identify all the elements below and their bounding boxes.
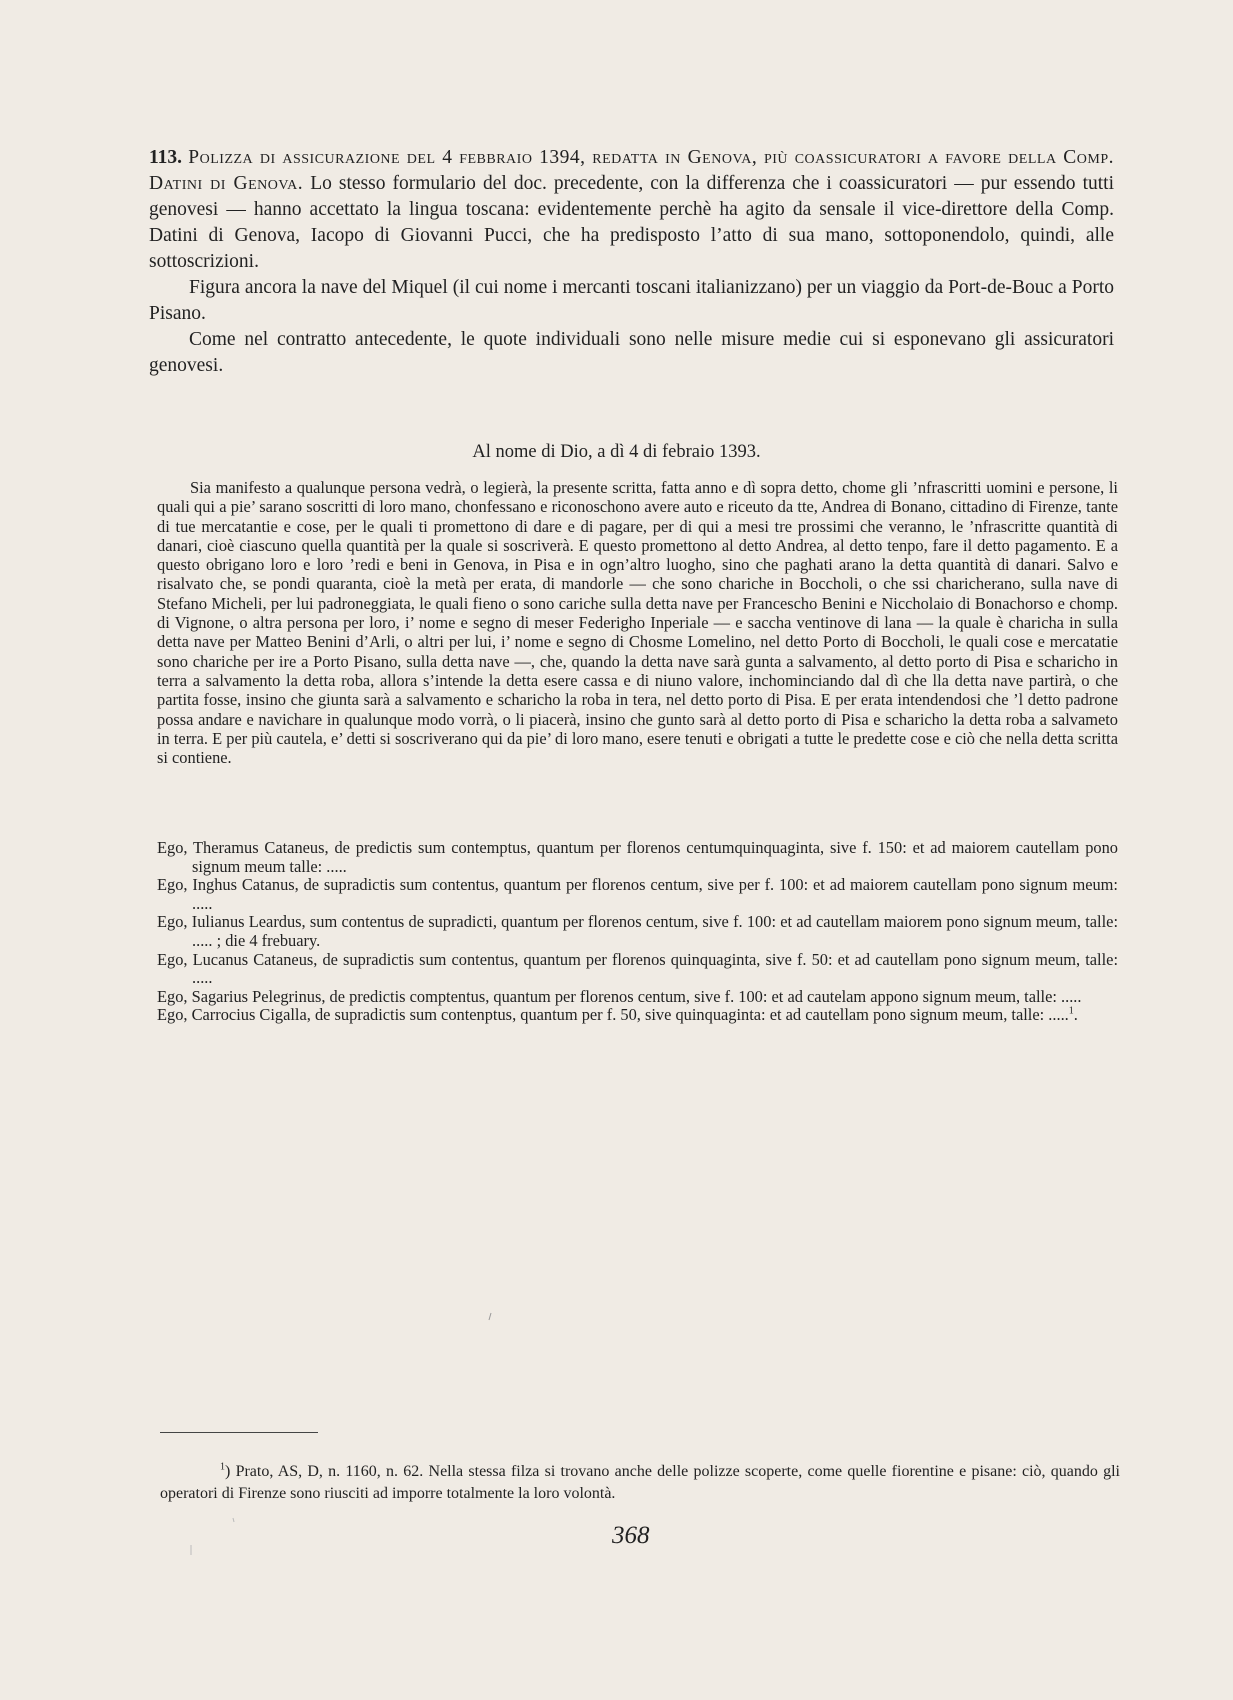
intro-paragraph-1: [149, 145, 1114, 275]
footnote-text: [160, 1461, 1120, 1505]
footnote-rule: [160, 1432, 318, 1433]
document-number: 113.: [149, 147, 183, 168]
scan-speck: [233, 1518, 234, 1522]
intro-text-1: Lo stesso formulario del doc. precedente, con la differenza che i coassicuratori — pur essendo tutti genovesi — hanno accettato la lingua toscana: evidentemente perchè ha agito da sensale il vice-direttore della Comp. Datini di Genova, Iacopo di Giovanni Pucci, che ha predisposto l’atto di sua mano, sottoponendolo, quindi, alle sottoscrizioni.: [149, 173, 1114, 272]
footnote: [160, 1461, 1120, 1505]
intro-paragraph-3: Come nel contratto antecedente, le quote individuali sono nelle misure medie cui si esponevano gli assicuratori genovesi.: [149, 329, 1114, 376]
signature-line: Ego, Theramus Cataneus, de predictis sum contemptus, quantum per florenos centumquinquaginta, sive f. 150: et ad maiorem cautellam pono signum meum talle: .....: [157, 838, 1118, 876]
signature-line: Ego, Sagarius Pelegrinus, de predictis comptentus, quantum per florenos centum, sive f. 100: et ad cautelam appono signum meum, talle: .....: [157, 986, 1082, 1006]
policy-body-paragraph: Sia manifesto a qualunque persona vedrà, o legierà, la presente scritta, fatta anno e dì sopra detto, chome gli ’nfrascritti uomini e persone, li quali qui a pie’ sarano soscritti di loro mano, chonfessano e riconoschono avere auto e riceuto da tte, Andrea di Bonano, cittadino di Firenze, tante di tue mercatantie e cose, per le quali ti promettono di dare e di pagare, per di qui a mesi tre prossimi che veranno, le ’nfrascritte quantità di danari, cioè ciascuno quella quantità per la quale si soscriverà. E questo promettono al detto Andrea, al detto tenpo, fare il detto pagamento. E a questo obrigano loro e loro ’redi e beni in Genova, in Pisa e in ogn’altro luogho, sino che paghati arano la detta quantità di danari. Salvo e risalvato che, se pondi quaranta, cioè la metà per erata, di mandorle — che sono chariche in Boccholi, o che ssi charicherano, sulla nave di Stefano Micheli, per lui padroneggiata, le quali fieno o sono cariche sulla detta nave per Francescho Benini e Niccholaio di Bonachorso e chomp. di Vignone, o altra persona per loro, i’ nome e segno di meser Federigho Inperiale — e saccha ventinove di lana — la quale è charicha in sulla detta nave per Matteo Benini d’Arli, o altri per lui, i’ nome e segno di Chosme Lomelino, nel detto Porto di Boccholi, le quali cose e mercatatie sono chariche per ire a Porto Pisano, sulla detta nave —, che, quando la detta nave sarà gunta a salvamento, al detto porto di Pisa e scharicho in terra a salvamento la detta roba, allora s’intende la detta esere cassa e di niuno valore, inchominciando dal dì che lla detta nave partirà, o che partita fosse, insino che giunta sarà a salvamento e scharicho la roba in tera, nel detto porto di Pisa. E per erata intendendosi che ’l detto padrone possa andare e navichare in qualunque modo vorrà, o li piacerà, insino che gunto sarà al detto porto di Pisa e scharicho la detta roba a salvameto in terra. E per più cautela, e’ detti si soscriverano qui da pie’ di loro mano, esere tenuti e obrigati a tutte le predette cose e ciò che nella detta scritta si contiene.: [157, 478, 1118, 768]
invocation-date-line: Al nome di Dio, a dì 4 di febraio 1393.: [472, 442, 761, 462]
signature-line: Ego, Inghus Catanus, de supradictis sum contentus, quantum per florenos centum, sive per f. 100: et ad maiorem cautellam pono signum meum: .....: [157, 875, 1118, 913]
footnote-body: ) Prato, AS, D, n. 1160, n. 62. Nella stessa filza si trovano anche delle polizze scoperte, come quelle fiorentine e pisane: ciò, quando gli operatori di Firenze sono riusciti ad imporre totalmente la loro volontà.: [160, 1463, 1120, 1502]
document-heading: Polizza di assicurazione del 4 febbraio 1394, redatta in Genova, più coassicuratori a favore della Comp. Datini di Genova.: [149, 147, 1114, 194]
scan-speck: [489, 1313, 491, 1320]
page-number: 368: [612, 1522, 650, 1549]
policy-text: [157, 478, 1118, 767]
footnote-reference: 1: [1068, 1005, 1074, 1017]
intro-paragraph-2: Figura ancora la nave del Miquel (il cui nome i mercanti toscani italianizzano) per un viaggio da Port-de-Bouc a Porto Pisano.: [149, 277, 1114, 324]
signature-line: Ego, Lucanus Cataneus, de supradictis sum contentus, quantum per florenos quinquaginta, sive f. 50: et ad cautellam pono signum meum, talle: .....: [157, 949, 1118, 988]
signatures-list: [157, 839, 1118, 1025]
footnote-marker: 1: [220, 1461, 225, 1473]
document-introduction: [149, 145, 1114, 379]
signature-line-last: Ego, Carrocius Cigalla, de supradictis sum contenptus, quantum per f. 50, sive quinquaginta: et ad cautellam pono signum meum, talle: .....$^1$.: [157, 1005, 1078, 1025]
signature-line: Ego, Iulianus Leardus, sum contentus de supradicti, quantum per florenos centum, sive f. 100: et ad cautellam maiorem pono signum meum, talle: ..... ; die 4 frebuary.: [157, 912, 1118, 950]
signature-text: Ego, Carrocius Cigalla, de supradictis sum contenptus, quantum per f. 50, sive quinquaginta: et ad cautellam pono signum meum, talle: .....: [157, 1005, 1069, 1025]
